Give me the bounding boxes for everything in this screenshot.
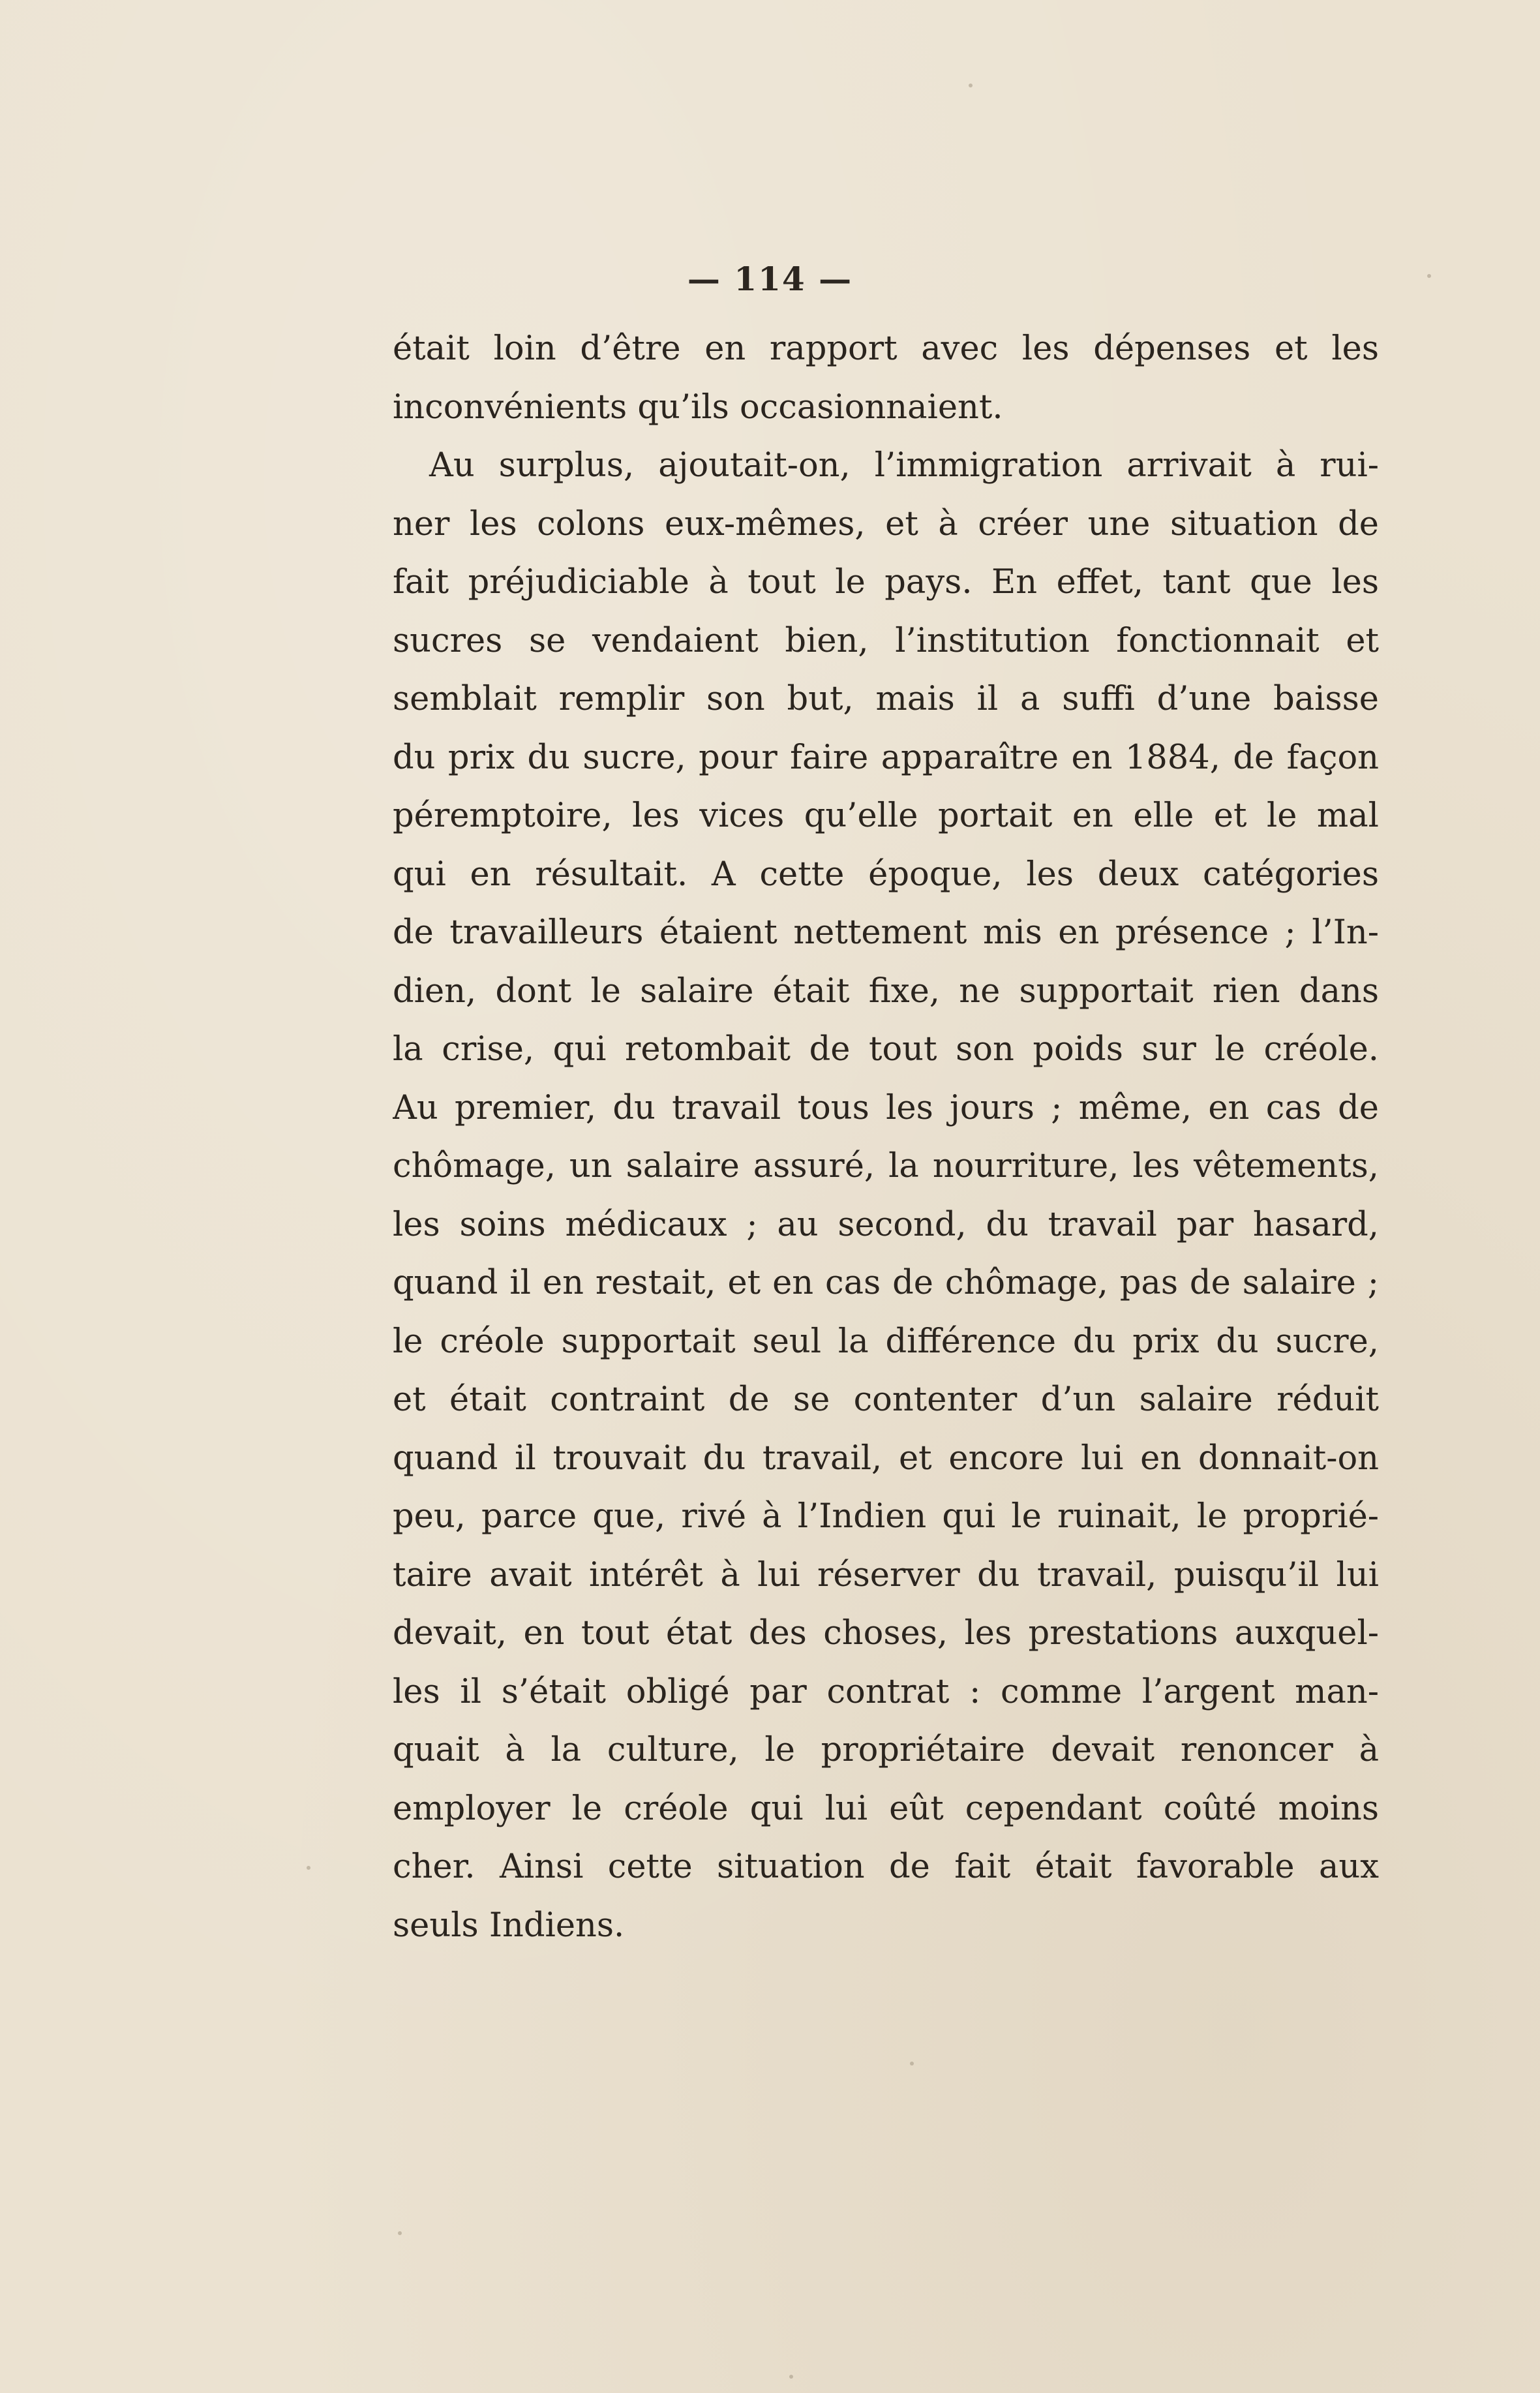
text-line: peu, parce que, rivé à l’Indien qui le ruinait, le proprié- (393, 1497, 1379, 1536)
paper-speck (910, 2062, 914, 2065)
text-line: et était contraint de se contenter d’un salaire réduit (393, 1380, 1379, 1419)
text-line: cher. Ainsi cette situation de fait était favorable aux (393, 1848, 1379, 1886)
text-line: péremptoire, les vices qu’elle portait en elle et le mal (393, 797, 1379, 835)
page-number: — 114 — (687, 260, 853, 298)
text-line: quait à la culture, le propriétaire devait renoncer à (393, 1731, 1379, 1769)
text-line: quand il trouvait du travail, et encore lui en donnait-on (393, 1439, 1379, 1478)
text-line: qui en résultait. A cette époque, les deux catégories (393, 855, 1379, 894)
text-line: semblait remplir son but, mais il a suffi d’une baisse (393, 680, 1379, 718)
paper-speck (969, 84, 973, 87)
text-line: taire avait intérêt à lui réserver du travail, puisqu’il lui (393, 1555, 1379, 1594)
text-line: était loin d’être en rapport avec les dépenses et les (393, 329, 1379, 368)
text-line: le créole supportait seul la différence du prix du sucre, (393, 1322, 1379, 1361)
paper-speck (307, 1866, 310, 1870)
text-line: seuls Indiens. (393, 1906, 625, 1945)
text-line: devait, en tout état des choses, les prestations auxquel- (393, 1614, 1379, 1653)
text-line: inconvénients qu’ils occasionnaient. (393, 388, 1003, 427)
text-line: employer le créole qui lui eût cependant coûté moins (393, 1789, 1379, 1828)
text-line: du prix du sucre, pour faire apparaître en 1884, de façon (393, 738, 1379, 777)
text-line: les il s’était obligé par contrat : comme l’argent man- (393, 1672, 1379, 1711)
body-text (393, 320, 1379, 1955)
text-line: la crise, qui retombait de tout son poids sur le créole. (393, 1030, 1379, 1069)
text-line: de travailleurs étaient nettement mis en présence ; l’In- (393, 913, 1379, 952)
text-line: ner les colons eux-mêmes, et à créer une situation de (393, 504, 1379, 543)
paper-speck (789, 2375, 793, 2379)
paper-speck (398, 2231, 402, 2235)
text-line: fait préjudiciable à tout le pays. En effet, tant que les (393, 563, 1379, 602)
text-line: Au premier, du travail tous les jours ; même, en cas de (393, 1088, 1379, 1127)
text-line: dien, dont le salaire était fixe, ne supportait rien dans (393, 971, 1379, 1011)
text-line: quand il en restait, et en cas de chômage, pas de salaire ; (393, 1264, 1379, 1302)
text-line: les soins médicaux ; au second, du travail par hasard, (393, 1205, 1379, 1244)
text-line: chômage, un salaire assuré, la nourriture, les vêtements, (393, 1147, 1379, 1185)
text-line: sucres se vendaient bien, l’institution fonctionnait et (393, 621, 1379, 660)
text-line: Au surplus, ajoutait-on, l’immigration arrivait à rui- (429, 446, 1379, 485)
